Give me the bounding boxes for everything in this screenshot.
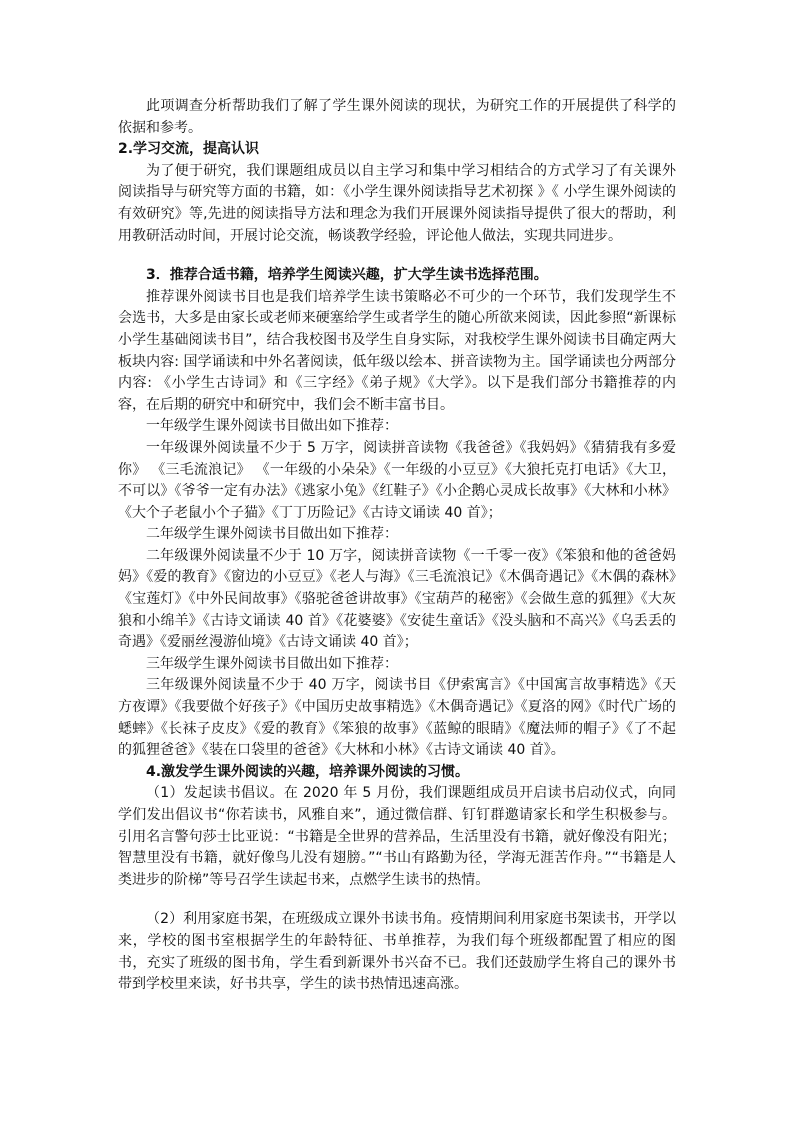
grade2-list: 二年级课外阅读量不少于 10 万字，阅读拼音读物《一千零一夜》《笨狼和他的爸爸妈妈》《爱的教育》《窗边的小豆豆》《老人与海》《三毛流浪记》《木偶奇遇记》《木偶的森林》《宝莲灯》《中外民间故事》《骆驼爸爸讲故事》《宝葫芦的秘密》《会做生意的狐狸》《大灰狼和小绵羊》《古诗文诵读 40 首》《花婆婆》《安徒生童话》《没头脑和不高兴》《乌丢丢的奇遇》《爱丽丝漫游仙境》《古诗文诵读 40 首》； bbox=[118, 547, 676, 651]
heading-study-exchange: 2.学习交流，提高认识 bbox=[118, 141, 260, 158]
grade3-list: 三年级课外阅读量不少于 40 万字，阅读书目《伊索寓言》《中国寓言故事精选》《天方夜谭》《我要做个好孩子》《中国历史故事精选》《木偶奇遇记》《夏洛的网》《时代广场的蟋蟀》《长袜子皮皮》《爱的教育》《笨狼的故事》《蓝鲸的眼睛》《魔法师的帽子》《了不起的狐狸爸爸》《装在口袋里的爸爸》《大林和小林》《古诗文诵读 40 首》。 bbox=[118, 677, 676, 759]
document-page bbox=[118, 96, 676, 996]
paragraph-reading-initiative: （1）发起读书倡议。在 2020 年 5 月份，我们课题组成员开启读书启动仪式，向同学们发出倡议书“你若读书，风雅自来”，通过微信群、钉钉群邀请家长和学生积极参与。引用名言警句莎士比亚说：“书籍是全世界的营养品，生活里没有书籍，就好像没有阳光；智慧里没有书籍，就好像鸟儿没有翅膀。”“书山有路勤为径，学海无涯苦作舟。”“书籍是人类进步的阶梯”等号召学生读起书来，点燃学生读书的热情。 bbox=[118, 785, 676, 888]
grade1-title: 一年级学生课外阅读书目做出如下推荐： bbox=[146, 418, 398, 435]
spacer bbox=[118, 247, 676, 265]
spacer bbox=[118, 891, 676, 909]
grade3-title: 三年级学生课外阅读书目做出如下推荐： bbox=[146, 655, 398, 672]
paragraph-survey-summary: 此项调查分析帮助我们了解了学生课外阅读的现状，为研究工作的开展提供了科学的依据和参考。 bbox=[118, 98, 676, 136]
paragraph-recommend-books: 推荐课外阅读书目也是我们培养学生读书策略必不可少的一个环节，我们发现学生不会选书，大多是由家长或老师来硬塞给学生或者学生的随心所欲来阅读，因此参照“新课标小学生基础阅读书目”，结合我校图书及学生自身实际，对我校学生课外阅读书目确定两大板块内容: 国学诵读和中外名著阅读，低年级以绘本、拼音读物为主。国学诵读也分两部分内容: 《小学生古诗词》和《三字经》《弟子规》《大学》。以下是我们部分书籍推荐的内容，在后期的研究中和研究中，我们会不断丰富书目。 bbox=[118, 288, 676, 413]
grade2-title: 二年级学生课外阅读书目做出如下推荐： bbox=[146, 526, 398, 543]
paragraph-study-exchange: 为了便于研究，我们课题组成员以自主学习和集中学习相结合的方式学习了有关课外阅读指导与研究等方面的书籍，如：《小学生课外阅读指导艺术初探 》《 小学生课外阅读的有效研究》等,先进的阅读指导方法和理念为我们开展课外阅读指导提供了很大的帮助，利用教研活动时间，开展讨论交流，畅谈教学经验，评论他人做法，实现共同进步。 bbox=[118, 162, 676, 244]
heading-stimulate-interest: 4.激发学生课外阅读的兴趣，培养课外阅读的习惯。 bbox=[146, 763, 470, 780]
heading-recommend-books: 3．推荐合适书籍，培养学生阅读兴趣，扩大学生读书选择范围。 bbox=[146, 267, 548, 284]
grade1-list: 一年级课外阅读量不少于 5 万字，阅读拼音读物《我爸爸》《我妈妈》《猜猜我有多爱你》 《三毛流浪记》 《一年级的小朵朵》《一年级的小豆豆》《大狼托克打电话》《大卫，不可以》《爷爷一定有办法》《逃家小兔》《红鞋子》《小企鹅心灵成长故事》《大林和小林》《大个子老鼠小个子猫》《丁丁历险记》《古诗文诵读 40 首》； bbox=[118, 439, 676, 521]
paragraph-book-corner: （2）利用家庭书架，在班级成立课外书读书角。疫情期间利用家庭书架读书，开学以来，学校的图书室根据学生的年龄特征、书单推荐，为我们每个班级都配置了相应的图书，充实了班级的图书角，学生看到新课外书兴奋不已。我们还鼓励学生将自己的课外书带到学校里来读，好书共享，学生的读书热情迅速高涨。 bbox=[118, 911, 676, 993]
